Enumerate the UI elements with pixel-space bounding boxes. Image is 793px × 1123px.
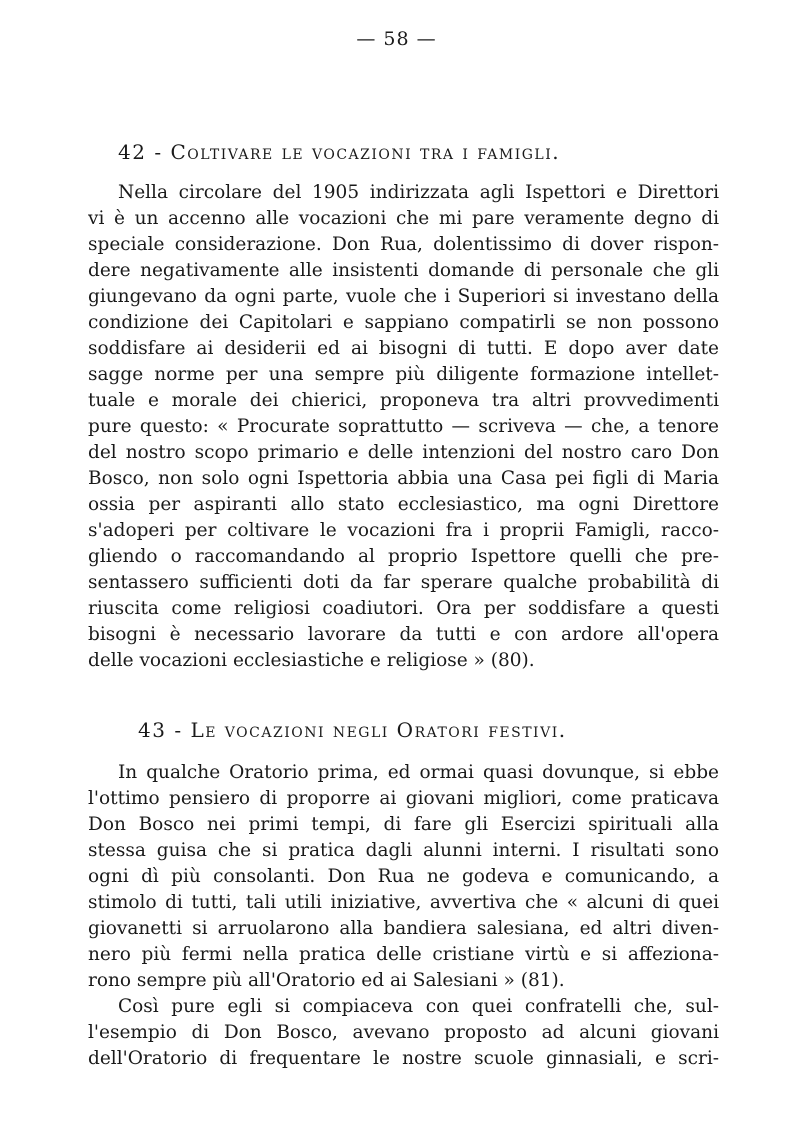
section-title: Le vocazioni negli Oratori festivi. — [190, 718, 567, 742]
text-line: soddisfare ai desiderii ed ai bisogni di tutti. E dopo aver date — [88, 338, 719, 359]
text-line: gliendo o raccomandando al proprio Ispettore quelli che pre- — [88, 546, 719, 567]
paragraph-section-43-second — [88, 994, 719, 1072]
section-heading-43 — [138, 718, 567, 742]
text-line: Don Bosco nei primi tempi, di fare gli Esercizi spirituali alla — [88, 814, 719, 835]
text-line: Nella circolare del 1905 indirizzata agli Ispettori e Direttori — [118, 182, 719, 203]
paragraph-section-42 — [88, 180, 719, 674]
text-line: giovanetti si arruolarono alla bandiera salesiana, ed altri diven- — [88, 918, 719, 939]
text-line: ogni dì più consolanti. Don Rua ne godeva e comunicando, a — [88, 866, 719, 887]
section-heading-42 — [118, 140, 560, 164]
text-line: l'esempio di Don Bosco, avevano proposto ad alcuni giovani — [88, 1022, 719, 1043]
text-line: sentassero sufficienti doti da far sperare qualche probabilità di — [88, 572, 719, 593]
section-number: 42 — [118, 140, 147, 164]
text-line: rono sempre più all'Oratorio ed ai Salesiani » (81). — [88, 970, 565, 991]
text-line: pure questo: « Procurate soprattutto — scriveva — che, a tenore — [88, 416, 719, 437]
text-line: giungevano da ogni parte, vuole che i Superiori si investano della — [88, 286, 719, 307]
section-title: Coltivare le vocazioni tra i famigli. — [170, 140, 561, 164]
text-line: nero più fermi nella pratica delle cristiane virtù e si affeziona- — [88, 944, 719, 965]
text-line: dere negativamente alle insistenti domande di personale che gli — [88, 260, 719, 281]
text-line: speciale considerazione. Don Rua, dolentissimo di dover rispon- — [88, 234, 719, 255]
text-line: sagge norme per una sempre più diligente formazione intellet- — [88, 364, 719, 385]
section-number: 43 — [138, 718, 167, 742]
paragraph-section-43-first — [88, 760, 719, 994]
text-line: Così pure egli si compiaceva con quei confratelli che, sul- — [118, 996, 719, 1017]
text-line: stimolo di tutti, tali utili iniziative, avvertiva che « alcuni di quei — [88, 892, 719, 913]
text-line: delle vocazioni ecclesiastiche e religiose » (80). — [88, 650, 535, 671]
text-line: ossia per aspiranti allo stato ecclesiastico, ma ogni Direttore — [88, 494, 719, 515]
text-line: stessa guisa che si pratica dagli alunni interni. I risultati sono — [88, 840, 719, 861]
text-line: tuale e morale dei chierici, proponeva tra altri provvedimenti — [88, 390, 719, 411]
text-line: condizione dei Capitolari e sappiano compatirli se non possono — [88, 312, 719, 333]
text-line: l'ottimo pensiero di proporre ai giovani migliori, come praticava — [88, 788, 719, 809]
page-number: — 58 — — [356, 28, 437, 50]
section-dash: - — [154, 140, 163, 164]
text-line: del nostro scopo primario e delle intenzioni del nostro caro Don — [88, 442, 719, 463]
text-line: s'adoperi per coltivare le vocazioni fra i proprii Famigli, racco- — [88, 520, 719, 541]
text-line: In qualche Oratorio prima, ed ormai quasi dovunque, si ebbe — [118, 762, 719, 783]
text-line: vi è un accenno alle vocazioni che mi pare veramente degno di — [88, 208, 719, 229]
text-line: dell'Oratorio di frequentare le nostre scuole ginnasiali, e scri- — [88, 1048, 719, 1069]
section-dash: - — [174, 718, 183, 742]
text-line: riuscita come religiosi coadiutori. Ora per soddisfare a questi — [88, 598, 719, 619]
text-line: Bosco, non solo ogni Ispettoria abbia una Casa pei figli di Maria — [88, 468, 719, 489]
text-line: bisogni è necessario lavorare da tutti e con ardore all'opera — [88, 624, 719, 645]
